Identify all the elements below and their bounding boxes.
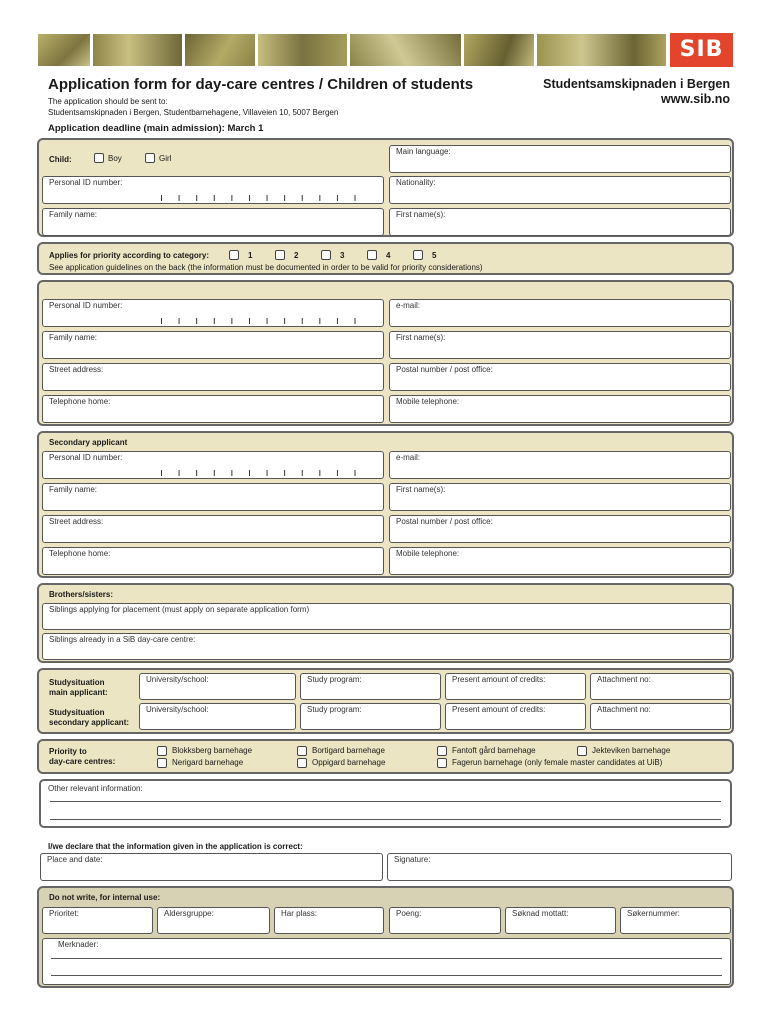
family-name-label: Family name:: [49, 485, 98, 494]
merknader-field[interactable]: [42, 938, 731, 985]
priority-2-label: 2: [294, 251, 299, 260]
poeng-label: Poeng:: [396, 909, 422, 918]
child-section: [37, 138, 734, 237]
header-photo: [93, 34, 182, 66]
main-first-names-field[interactable]: [389, 331, 731, 359]
credits-label: Present amount of credits:: [452, 705, 546, 714]
soknad-mottatt-field[interactable]: [505, 907, 616, 934]
application-deadline: Application deadline (main admission): March 1: [48, 123, 264, 134]
main-email-field[interactable]: [389, 299, 731, 327]
writing-line: [51, 958, 722, 959]
study-secondary-label: [49, 708, 129, 728]
blokksberg-checkbox[interactable]: [157, 746, 167, 756]
header-photo: [350, 34, 461, 66]
header-photo: [464, 34, 534, 66]
main-university-field[interactable]: [139, 673, 296, 700]
aldersgruppe-field[interactable]: [157, 907, 270, 934]
merknader-label: Merknader:: [58, 940, 99, 949]
credits-label: Present amount of credits:: [452, 675, 546, 684]
digit-ticks: [161, 318, 363, 324]
declaration-text: I/we declare that the information given in the application is correct:: [48, 842, 303, 851]
mobile-label: Mobile telephone:: [396, 397, 460, 406]
postal-label: Postal number / post office:: [396, 517, 493, 526]
study-program-label: Study program:: [307, 705, 362, 714]
internal-heading: Do not write, for internal use:: [49, 893, 161, 902]
writing-line: [50, 819, 721, 820]
boy-label: Boy: [108, 154, 122, 163]
personal-id-label: Personal ID number:: [49, 453, 123, 462]
study-secondary-label-line1: Studysituation: [49, 708, 105, 717]
main-applicant-section: [37, 280, 734, 426]
priority-category-label: Applies for priority according to category:: [49, 251, 210, 260]
priority-5-label: 5: [432, 251, 437, 260]
main-mobile-field[interactable]: [389, 395, 731, 423]
study-secondary-label-line2: secondary applicant:: [49, 718, 130, 727]
sokernummer-label: Søkernummer:: [627, 909, 680, 918]
centres-label-line2: day-care centres:: [49, 757, 116, 766]
study-program-label: Study program:: [307, 675, 362, 684]
nerigard-checkbox[interactable]: [157, 758, 167, 768]
siblings-section: [37, 583, 734, 663]
personal-id-label: Personal ID number:: [49, 178, 123, 187]
poeng-field[interactable]: [389, 907, 501, 934]
girl-checkbox[interactable]: [145, 153, 155, 163]
fantoft-label: Fantoft gård barnehage: [452, 746, 536, 755]
oppigard-checkbox[interactable]: [297, 758, 307, 768]
priority-5-checkbox[interactable]: [413, 250, 423, 260]
priority-3-label: 3: [340, 251, 345, 260]
internal-use-section: [37, 886, 734, 988]
first-names-label: First name(s):: [396, 333, 446, 342]
bortigard-checkbox[interactable]: [297, 746, 307, 756]
siblings-already-field[interactable]: [42, 633, 731, 660]
prioritet-field[interactable]: [42, 907, 153, 934]
writing-line: [51, 975, 722, 976]
priority-category-section: [37, 242, 734, 275]
priority-1-label: 1: [248, 251, 253, 260]
secondary-credits-field[interactable]: [445, 703, 586, 730]
secondary-email-field[interactable]: [389, 451, 731, 479]
other-information-field[interactable]: [39, 779, 732, 828]
header-photo-strip: [38, 34, 666, 66]
street-label: Street address:: [49, 365, 104, 374]
header-photo: [537, 34, 666, 66]
family-name-label: Family name:: [49, 333, 98, 342]
digit-ticks: [161, 195, 363, 201]
secondary-family-name-field[interactable]: [42, 483, 384, 511]
first-names-label: First name(s):: [396, 210, 446, 219]
first-names-label: First name(s):: [396, 485, 446, 494]
har-plass-field[interactable]: [274, 907, 384, 934]
street-label: Street address:: [49, 517, 104, 526]
fagerun-checkbox[interactable]: [437, 758, 447, 768]
prioritet-label: Prioritet:: [49, 909, 79, 918]
centres-label: [49, 747, 115, 767]
organization-name: Studentsamskipnaden i Bergen: [543, 77, 730, 91]
secondary-first-names-field[interactable]: [389, 483, 731, 511]
place-date-label: Place and date:: [47, 855, 103, 864]
main-tel-home-field[interactable]: [42, 395, 384, 423]
send-to-label: The application should be sent to:: [48, 97, 168, 106]
priority-2-checkbox[interactable]: [275, 250, 285, 260]
siblings-applying-label: Siblings applying for placement (must apply on separate application form): [49, 605, 310, 614]
main-language-label: Main language:: [396, 147, 451, 156]
header-photo: [38, 34, 90, 66]
digit-ticks: [161, 470, 363, 476]
main-attachment-field[interactable]: [590, 673, 731, 700]
nationality-label: Nationality:: [396, 178, 436, 187]
priority-4-checkbox[interactable]: [367, 250, 377, 260]
signature-field[interactable]: [387, 853, 732, 881]
header-photo: [185, 34, 255, 66]
secondary-attachment-field[interactable]: [590, 703, 731, 730]
study-main-label: [49, 678, 108, 698]
child-first-names-field[interactable]: [389, 208, 731, 236]
send-to-address: Studentsamskipnaden i Bergen, Studentbarnehagene, Villaveien 10, 5007 Bergen: [48, 108, 339, 117]
har-plass-label: Har plass:: [281, 909, 318, 918]
attachment-label: Attachment no:: [597, 675, 651, 684]
sokernummer-field[interactable]: [620, 907, 731, 934]
oppigard-label: Oppigard barnehage: [312, 758, 386, 767]
fagerun-label: Fagerun barnehage (only female master candidates at UiB): [452, 758, 663, 767]
signature-label: Signature:: [394, 855, 431, 864]
secondary-mobile-field[interactable]: [389, 547, 731, 575]
email-label: e-mail:: [396, 453, 421, 462]
siblings-already-label: Siblings already in a SiB day-care centre:: [49, 635, 196, 644]
aldersgruppe-label: Aldersgruppe:: [164, 909, 214, 918]
tel-home-label: Telephone home:: [49, 397, 111, 406]
header-photo: [258, 34, 347, 66]
secondary-applicant-heading: Secondary applicant: [49, 438, 128, 447]
page-title: Application form for day-care centres / Children of students: [48, 76, 474, 93]
study-main-label-line2: main applicant:: [49, 688, 108, 697]
secondary-street-field[interactable]: [42, 515, 384, 543]
main-study-program-field[interactable]: [300, 673, 441, 700]
priority-4-label: 4: [386, 251, 391, 260]
priority-3-checkbox[interactable]: [321, 250, 331, 260]
secondary-tel-home-field[interactable]: [42, 547, 384, 575]
postal-label: Postal number / post office:: [396, 365, 493, 374]
family-name-label: Family name:: [49, 210, 98, 219]
priority-note: See application guidelines on the back (the information must be documented in order to be valid for priority considerations): [49, 263, 483, 272]
nerigard-label: Nerigard barnehage: [172, 758, 244, 767]
boy-checkbox[interactable]: [94, 153, 104, 163]
personal-id-label: Personal ID number:: [49, 301, 123, 310]
writing-line: [50, 801, 721, 802]
main-personal-id-field[interactable]: [42, 299, 384, 327]
nationality-field[interactable]: [389, 176, 731, 204]
siblings-applying-field[interactable]: [42, 603, 731, 630]
priority-centres-section: [37, 739, 734, 774]
jekteviken-checkbox[interactable]: [577, 746, 587, 756]
mobile-label: Mobile telephone:: [396, 549, 460, 558]
child-personal-id-field[interactable]: [42, 176, 384, 204]
main-street-field[interactable]: [42, 363, 384, 391]
tel-home-label: Telephone home:: [49, 549, 111, 558]
jekteviken-label: Jekteviken barnehage: [592, 746, 671, 755]
secondary-applicant-section: [37, 431, 734, 578]
sib-logo: SIB: [670, 33, 733, 67]
bortigard-label: Bortigard barnehage: [312, 746, 385, 755]
soknad-mottatt-label: Søknad mottatt:: [512, 909, 569, 918]
email-label: e-mail:: [396, 301, 421, 310]
girl-label: Girl: [159, 154, 172, 163]
main-family-name-field[interactable]: [42, 331, 384, 359]
child-family-name-field[interactable]: [42, 208, 384, 236]
university-label: University/school:: [146, 705, 209, 714]
secondary-personal-id-field[interactable]: [42, 451, 384, 479]
secondary-study-program-field[interactable]: [300, 703, 441, 730]
website: www.sib.no: [661, 92, 730, 106]
blokksberg-label: Blokksberg barnehage: [172, 746, 253, 755]
main-language-field[interactable]: [389, 145, 731, 173]
secondary-university-field[interactable]: [139, 703, 296, 730]
child-label: Child:: [49, 155, 72, 164]
main-postal-field[interactable]: [389, 363, 731, 391]
main-credits-field[interactable]: [445, 673, 586, 700]
priority-1-checkbox[interactable]: [229, 250, 239, 260]
fantoft-checkbox[interactable]: [437, 746, 447, 756]
secondary-postal-field[interactable]: [389, 515, 731, 543]
place-date-field[interactable]: [40, 853, 383, 881]
study-main-label-line1: Studysituation: [49, 678, 105, 687]
other-information-label: Other relevant information:: [48, 784, 143, 793]
siblings-heading: Brothers/sisters:: [49, 590, 114, 599]
study-situation-section: [37, 668, 734, 734]
attachment-label: Attachment no:: [597, 705, 651, 714]
university-label: University/school:: [146, 675, 209, 684]
centres-label-line1: Priority to: [49, 747, 87, 756]
